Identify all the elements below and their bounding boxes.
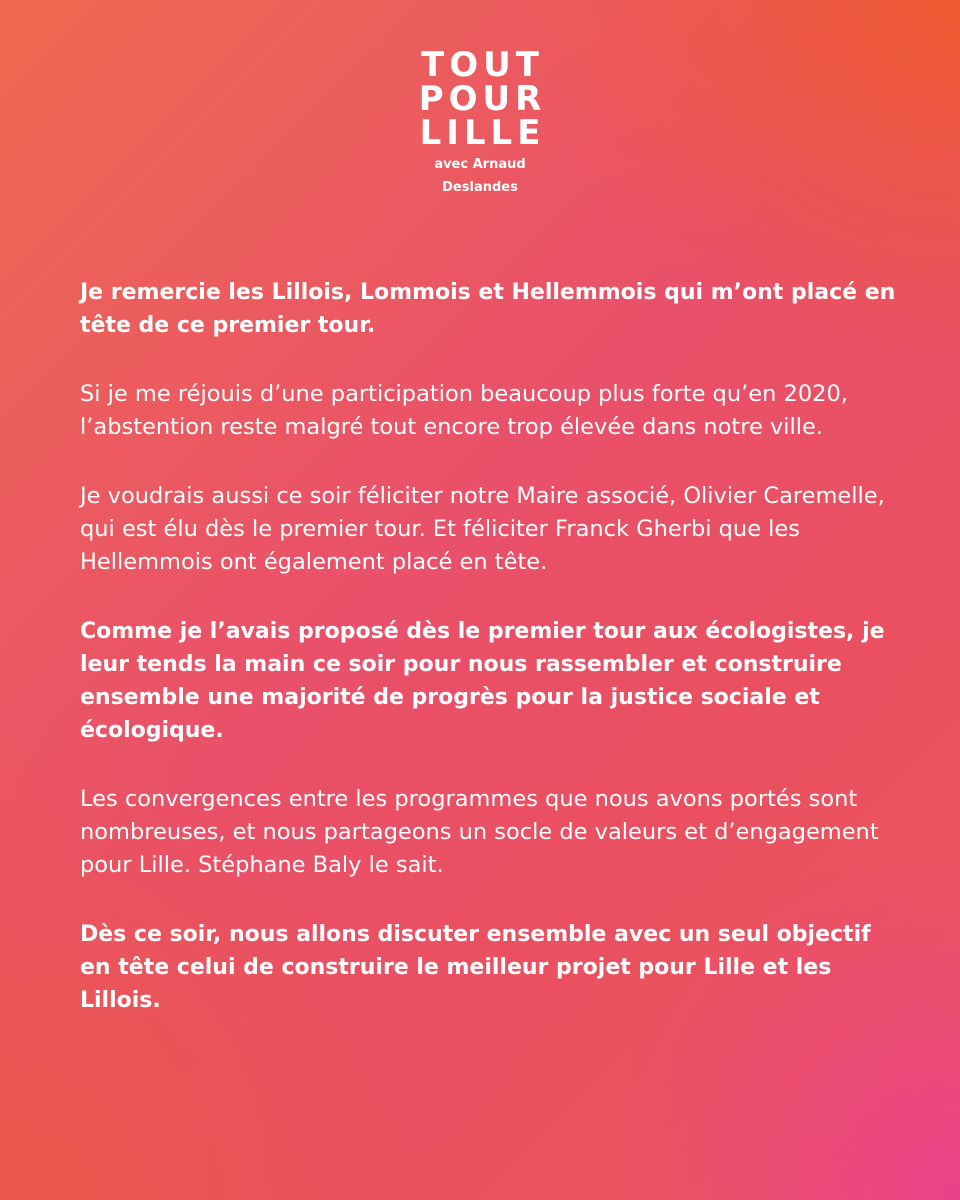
- paragraph-convergences: Les convergences entre les programmes que nous avons portés sont nombreuses, et nous partageons un socle de valeurs et d’engagement pour Lille. Stéphane Baly le sait.: [80, 786, 879, 878]
- campaign-logo: [0, 45, 960, 196]
- paragraph-ecologists: Comme je l’avais proposé dès le premier tour aux écologistes, je leur tends la main ce soir pour nous rassembler et construire ensemble une majorité de progrès pour la justice sociale et écologique.: [80, 619, 885, 743]
- logo-line-lille: LILLE: [419, 113, 546, 153]
- paragraph-congratulations: Je voudrais aussi ce soir féliciter notre Maire associé, Olivier Caremelle, qui est élu dès le premier tour. Et féliciter Franck Gherbi que les Hellemmois ont également placé en tête.: [80, 483, 885, 575]
- statement-body: [80, 276, 900, 1053]
- logo-tagline-1: avec Arnaud: [434, 157, 526, 172]
- logo-line-tout: TOUT: [421, 45, 544, 85]
- paragraph-objective: Dès ce soir, nous allons discuter ensemble avec un seul objectif en tête celui de construire le meilleur projet pour Lille et les Lillois.: [80, 922, 871, 1013]
- paragraph-thanks: Je remercie les Lillois, Lommois et Hellemmois qui m’ont placé en tête de ce premier tour.: [80, 280, 896, 338]
- logo-tagline-2: Deslandes: [442, 180, 518, 195]
- logo-line-pour: POUR: [418, 79, 547, 119]
- paragraph-participation: Si je me réjouis d’une participation beaucoup plus forte qu’en 2020, l’abstention reste malgré tout encore trop élevée dans notre ville.: [80, 381, 848, 440]
